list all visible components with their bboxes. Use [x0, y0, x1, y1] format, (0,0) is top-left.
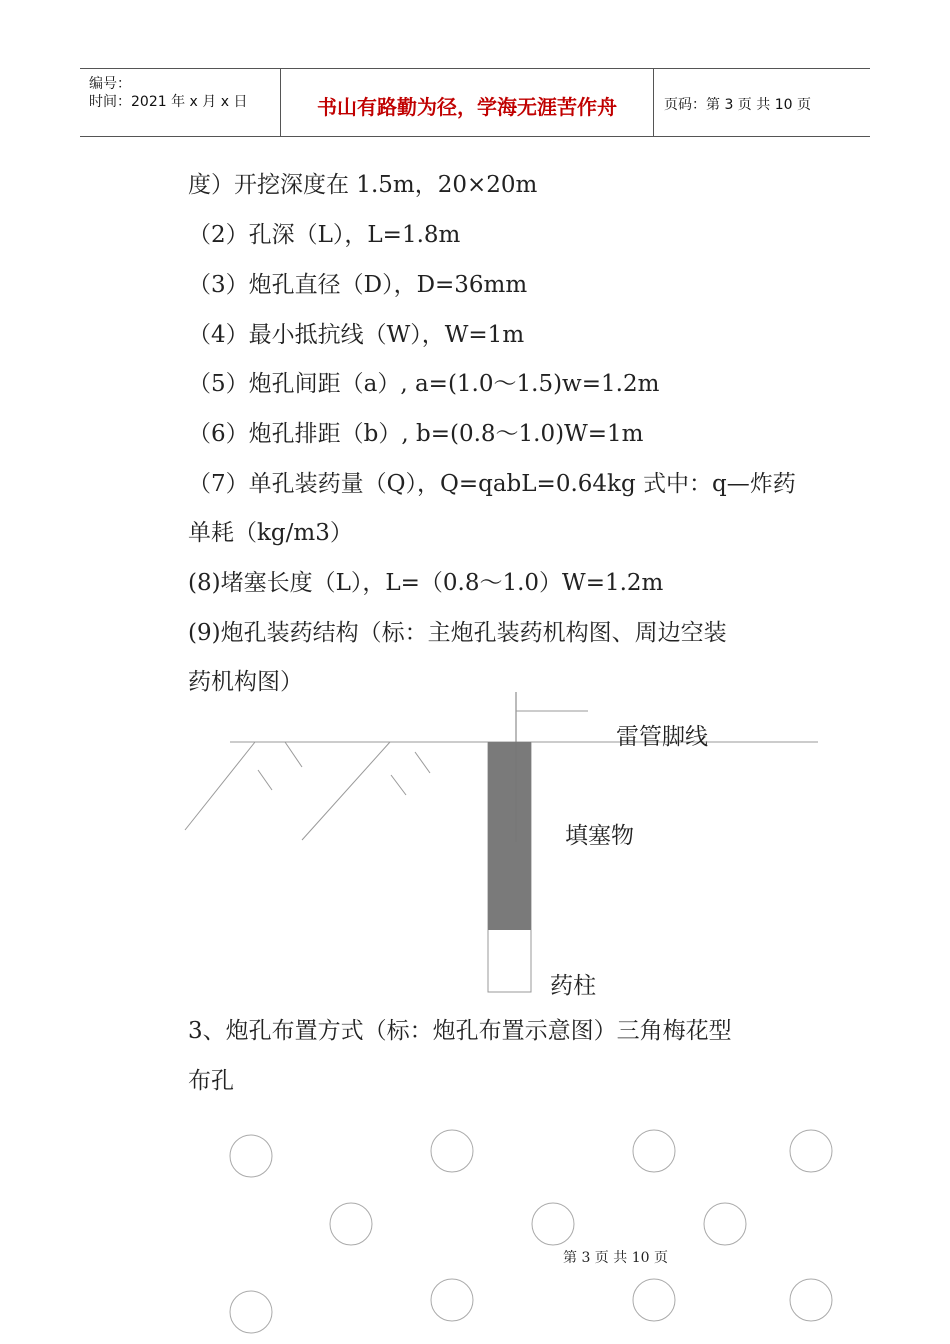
blast-hole-circle: [790, 1130, 832, 1172]
borehole-outline: [488, 742, 531, 992]
blast-hole-circle: [431, 1130, 473, 1172]
stemming-fill: [488, 742, 531, 930]
body-line: （2）孔深（L），L=1.8m: [188, 222, 461, 248]
body-line: （5）炮孔间距（a）, a=(1.0～1.5)w=1.2m: [188, 371, 660, 397]
hatch-line: [391, 775, 406, 795]
blast-hole-circle: [431, 1279, 473, 1321]
body-line: (9)炮孔装药结构（标：主炮孔装药机构图、周边空装: [188, 620, 727, 646]
body-line: （6）炮孔排距（b）, b=(0.8～1.0)W=1m: [188, 421, 644, 447]
body-line: （4）最小抵抗线（W），W=1m: [188, 322, 525, 348]
hatch-line: [258, 770, 272, 790]
doc-number-label: 编号：: [89, 76, 131, 92]
section3-line: 布孔: [188, 1068, 234, 1094]
blast-hole-circle: [633, 1279, 675, 1321]
body-line: （7）单孔装药量（Q），Q=qabL=0.64kg 式中：q—炸药: [188, 471, 796, 497]
doc-date-label: 时间：2021 年 x 月 x 日: [89, 94, 248, 110]
hatch-line: [415, 752, 430, 773]
blast-hole-circle: [790, 1279, 832, 1321]
body-line: 单耗（kg/m3）: [188, 520, 353, 546]
header-right-cell: [654, 69, 870, 136]
blast-hole-circle: [704, 1203, 746, 1245]
body-line: （3）炮孔直径（D），D=36mm: [188, 272, 528, 298]
page-footer: 第 3 页 共 10 页: [563, 1250, 668, 1266]
label-stemming: 填塞物: [565, 823, 634, 849]
header-middle-cell: [281, 69, 654, 136]
label-charge: 药柱: [550, 973, 596, 999]
header-page-info: 页码：第 3 页 共 10 页: [664, 97, 811, 113]
blast-hole-circle: [330, 1203, 372, 1245]
body-line: 度）开挖深度在 1.5m，20×20m: [188, 172, 538, 198]
blast-hole-circle: [532, 1203, 574, 1245]
hatch-line: [285, 742, 302, 767]
section3-line: 3、炮孔布置方式（标：炮孔布置示意图）三角梅花型: [188, 1018, 732, 1044]
blast-hole-circle: [230, 1291, 272, 1333]
body-line: (8)堵塞长度（L），L=（0.8～1.0）W=1.2m: [188, 570, 664, 596]
body-line: 药机构图）: [188, 669, 303, 695]
page-header: [80, 68, 870, 137]
blast-hole-circle: [633, 1130, 675, 1172]
header-left-cell: [80, 69, 281, 136]
label-detonator-wire: 雷管脚线: [616, 724, 708, 750]
hatch-line: [185, 742, 255, 830]
hatch-line: [302, 742, 390, 840]
blast-hole-circle: [230, 1135, 272, 1177]
header-motto: 书山有路勤为径，学海无涯苦作舟: [317, 95, 617, 119]
